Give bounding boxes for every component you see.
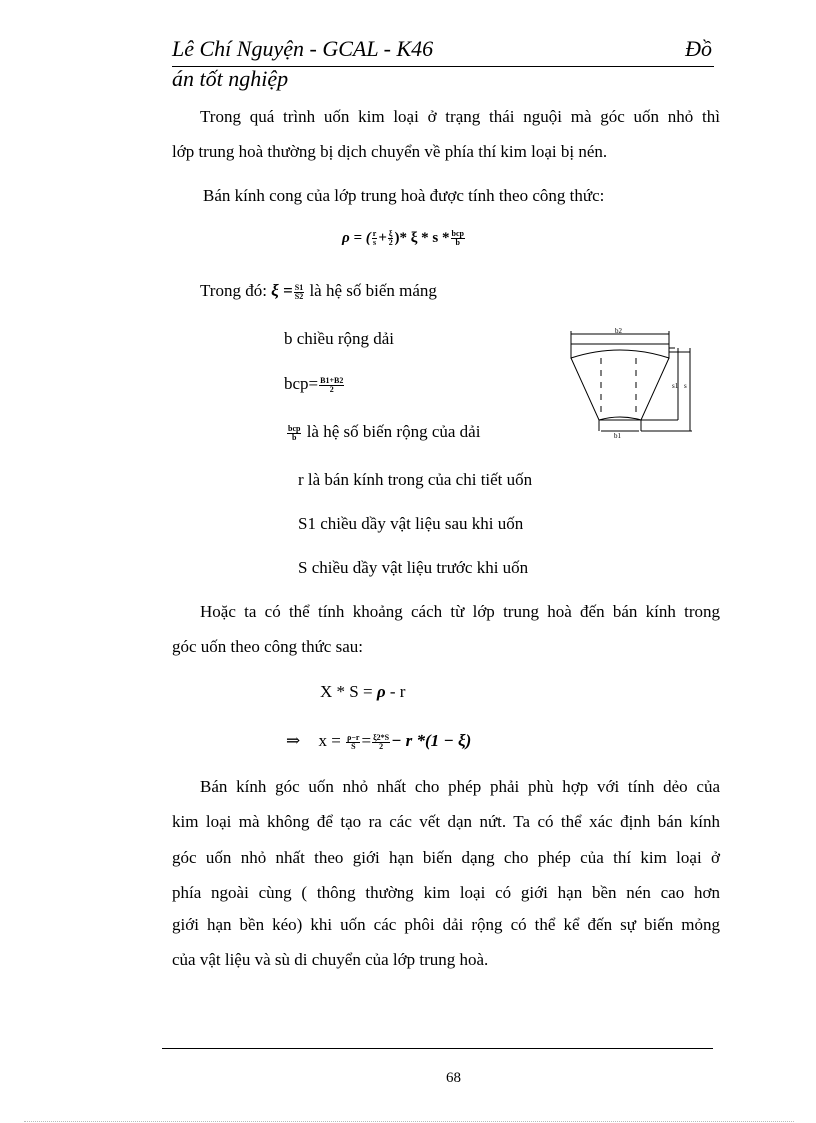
top-section (571, 344, 669, 358)
para4-line4: phía ngoài cùng ( thông thường kim loại có giới hạn bền nén cao hơn (172, 883, 720, 902)
footer-rule (162, 1048, 713, 1049)
formula-x2: ⇒ x = $\frac{\rho-r}{S}$ = $\frac{\xi 2*S}{2}$ − r *(1 − ξ) (286, 731, 472, 751)
para1-line1: Trong quá trình uốn kim loại ở trạng thái nguội mà góc uốn nhỏ thì (200, 107, 720, 126)
label-s1: s1 (672, 382, 679, 390)
formula-rho: ρ = ( $\frac{r}{s}$ + $\frac{\xi}{2}$ )* ξ * s * $\frac{\text{bcp}}{b}$ (342, 229, 464, 248)
cross-section-diagram (560, 328, 700, 438)
para2: Bán kính cong của lớp trung hoà được tính theo công thức: (203, 186, 605, 205)
formula-x1: X * S = ρ - r (320, 682, 406, 701)
para3-line1: Hoặc ta có thể tính khoảng cách từ lớp trung hoà đến bán kính trong (200, 602, 720, 621)
page-number: 68 (446, 1070, 461, 1086)
header-title-continuation: án tốt nghiệp (172, 66, 289, 91)
page-header (172, 36, 714, 67)
label-b2: b2 (615, 328, 622, 335)
para1-line2: lớp trung hoà thường bị dịch chuyển về phía thí kim loại bị nén. (172, 142, 608, 161)
para4-line2: kim loại mà không để tạo ra các vết dạn nứt. Ta có thể xác định bán kính (172, 812, 720, 831)
def-bcp: bcp= $\frac{B1+B2}{2}$ (284, 374, 344, 394)
label-b1: b1 (614, 432, 621, 438)
label-s: s (684, 382, 687, 390)
para4-line1: Bán kính góc uốn nhỏ nhất cho phép phải phù hợp với tính dẻo của (200, 777, 720, 796)
header-author: Lê Chí Nguyện - GCAL - K46 (172, 36, 434, 61)
def-r: r là bán kính trong của chi tiết uốn (298, 470, 533, 489)
def-ratio: $\frac{\text{bcp}}{b}$ là hệ số biến rộng của dải (288, 422, 481, 442)
where-line: Trong đó: ξ = $\frac{S1}{S2}$ là hệ số biến máng (200, 281, 437, 301)
trapezoid-sides (571, 358, 669, 420)
para4-line3: góc uốn nhỏ nhất theo giới hạn biến dạng cho phép của thí kim loại ở (172, 848, 720, 867)
def-b: b chiều rộng dải (284, 329, 394, 348)
para3-line2: góc uốn theo công thức sau: (172, 637, 363, 656)
para4-line6: của vật liệu và sù di chuyển của lớp trung hoà. (172, 950, 489, 969)
header-title-start: Đồ (685, 36, 712, 61)
def-s1: S1 chiều dầy vật liệu sau khi uốn (298, 514, 524, 533)
def-s: S chiều dầy vật liệu trước khi uốn (298, 558, 529, 577)
para4-line5: giới hạn bền kéo) khi uốn các phôi dải rộng có thể kể đến sự biến mỏng (172, 915, 720, 934)
page-edge-dots (24, 1121, 794, 1122)
